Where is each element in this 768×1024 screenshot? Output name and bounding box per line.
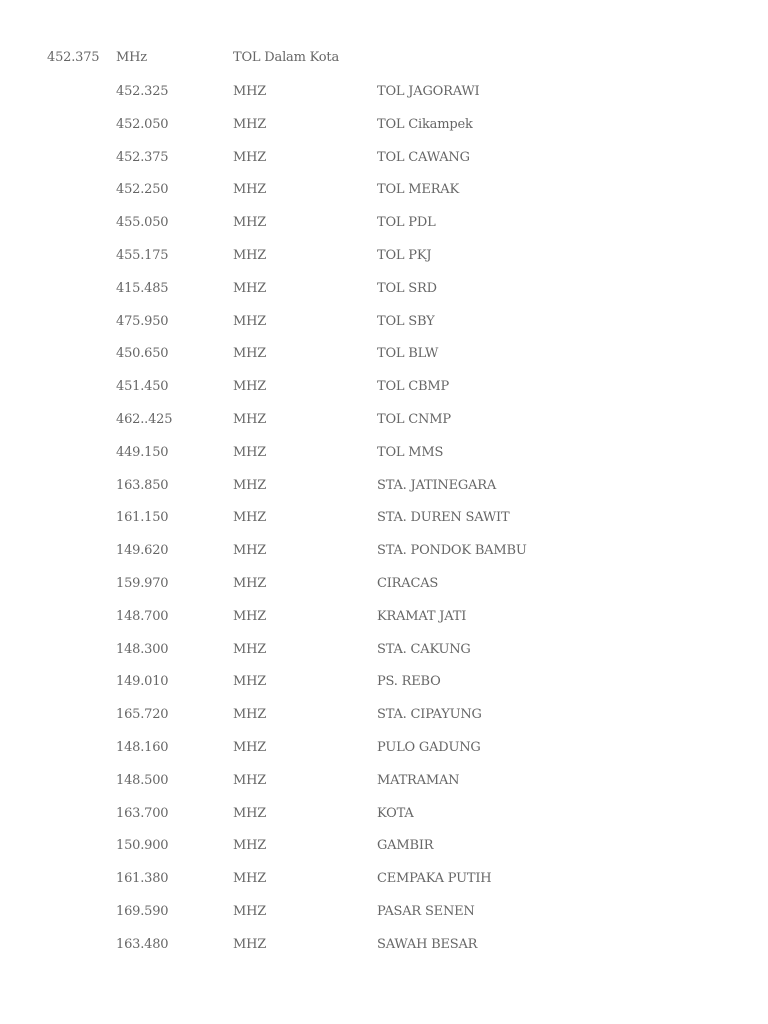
frequency-value: 149.620	[116, 543, 169, 559]
frequency-value: 450.650	[116, 346, 169, 362]
frequency-value: 415.485	[116, 280, 169, 296]
station-name: CIRACAS	[377, 575, 439, 591]
unit-label: MHZ	[233, 411, 267, 427]
frequency-value: 452.050	[116, 116, 169, 132]
unit-label: MHZ	[233, 707, 267, 723]
station-name: TOL Cikampek	[377, 116, 473, 132]
frequency-value: 148.300	[116, 641, 169, 657]
unit-label: MHZ	[233, 871, 267, 887]
station-name: MATRAMAN	[377, 772, 460, 788]
unit-label: MHZ	[233, 674, 267, 690]
list-item	[0, 150, 768, 183]
unit-label: MHZ	[233, 772, 267, 788]
unit-label: MHZ	[233, 477, 267, 493]
header-row	[0, 50, 768, 70]
header-unit: MHz	[116, 50, 147, 65]
list-item	[0, 609, 768, 642]
unit-label: MHZ	[233, 936, 267, 952]
station-name: SAWAH BESAR	[377, 936, 478, 952]
list-item	[0, 379, 768, 412]
frequency-value: 163.850	[116, 477, 169, 493]
station-name: TOL PKJ	[377, 247, 432, 263]
station-name: PS. REBO	[377, 674, 441, 690]
list-item	[0, 248, 768, 281]
station-name: PULO GADUNG	[377, 739, 481, 755]
station-name: STA. PONDOK BAMBU	[377, 543, 527, 559]
station-name: PASAR SENEN	[377, 903, 475, 919]
frequency-value: 149.010	[116, 674, 169, 690]
station-name: TOL CAWANG	[377, 149, 470, 165]
station-name: TOL MERAK	[377, 182, 459, 198]
station-name: TOL SBY	[377, 313, 435, 329]
list-item	[0, 543, 768, 576]
station-name: TOL BLW	[377, 346, 439, 362]
station-name: STA. JATINEGARA	[377, 477, 497, 493]
list-item	[0, 117, 768, 150]
frequency-value: 159.970	[116, 575, 169, 591]
list-item	[0, 346, 768, 379]
station-name: TOL CNMP	[377, 411, 451, 427]
station-name: TOL JAGORAWI	[377, 84, 480, 99]
unit-label: MHZ	[233, 116, 267, 132]
frequency-value: 148.700	[116, 608, 169, 624]
frequency-value: 452.325	[116, 84, 169, 99]
unit-label: MHZ	[233, 903, 267, 919]
unit-label: MHZ	[233, 805, 267, 821]
list-item	[0, 937, 768, 970]
station-name: GAMBIR	[377, 838, 434, 854]
unit-label: MHZ	[233, 641, 267, 657]
list-item	[0, 314, 768, 347]
frequency-value: 163.700	[116, 805, 169, 821]
list-item	[0, 510, 768, 543]
unit-label: MHZ	[233, 182, 267, 198]
unit-label: MHZ	[233, 444, 267, 460]
list-item	[0, 674, 768, 707]
list-item	[0, 642, 768, 675]
station-name: TOL CBMP	[377, 379, 450, 395]
frequency-value: 462..425	[116, 411, 173, 427]
unit-label: MHZ	[233, 215, 267, 231]
station-name: STA. CAKUNG	[377, 641, 471, 657]
list-item	[0, 707, 768, 740]
unit-label: MHZ	[233, 149, 267, 165]
station-name: STA. DUREN SAWIT	[377, 510, 510, 526]
list-item	[0, 412, 768, 445]
frequency-value: 449.150	[116, 444, 169, 460]
header-frequency: 452.375	[47, 50, 100, 65]
unit-label: MHZ	[233, 280, 267, 296]
station-name: TOL MMS	[377, 444, 444, 460]
station-name: TOL PDL	[377, 215, 436, 231]
unit-label: MHZ	[233, 543, 267, 559]
list-item	[0, 904, 768, 937]
list-item	[0, 84, 768, 117]
list-item	[0, 773, 768, 806]
list-item	[0, 215, 768, 248]
frequency-value: 163.480	[116, 936, 169, 952]
frequency-value: 451.450	[116, 379, 169, 395]
frequency-value: 452.375	[116, 149, 169, 165]
frequency-value: 475.950	[116, 313, 169, 329]
station-name: STA. CIPAYUNG	[377, 707, 482, 723]
frequency-value: 148.160	[116, 739, 169, 755]
list-item	[0, 281, 768, 314]
unit-label: MHZ	[233, 346, 267, 362]
frequency-value: 455.175	[116, 247, 169, 263]
list-item	[0, 182, 768, 215]
unit-label: MHZ	[233, 575, 267, 591]
unit-label: MHZ	[233, 313, 267, 329]
frequency-value: 161.150	[116, 510, 169, 526]
station-name: TOL SRD	[377, 280, 437, 296]
station-name: KRAMAT JATI	[377, 608, 467, 624]
list-item	[0, 478, 768, 511]
frequency-value: 169.590	[116, 903, 169, 919]
frequency-value: 150.900	[116, 838, 169, 854]
station-name: KOTA	[377, 805, 414, 821]
unit-label: MHZ	[233, 84, 267, 99]
unit-label: MHZ	[233, 838, 267, 854]
frequency-value: 161.380	[116, 871, 169, 887]
frequency-list	[0, 84, 768, 970]
frequency-value: 455.050	[116, 215, 169, 231]
list-item	[0, 445, 768, 478]
unit-label: MHZ	[233, 379, 267, 395]
list-item	[0, 576, 768, 609]
frequency-value: 165.720	[116, 707, 169, 723]
list-item	[0, 838, 768, 871]
unit-label: MHZ	[233, 608, 267, 624]
station-name: CEMPAKA PUTIH	[377, 871, 492, 887]
list-item	[0, 871, 768, 904]
unit-label: MHZ	[233, 247, 267, 263]
unit-label: MHZ	[233, 510, 267, 526]
frequency-value: 452.250	[116, 182, 169, 198]
list-item	[0, 806, 768, 839]
list-item	[0, 740, 768, 773]
frequency-value: 148.500	[116, 772, 169, 788]
header-name: TOL Dalam Kota	[233, 50, 339, 65]
unit-label: MHZ	[233, 739, 267, 755]
